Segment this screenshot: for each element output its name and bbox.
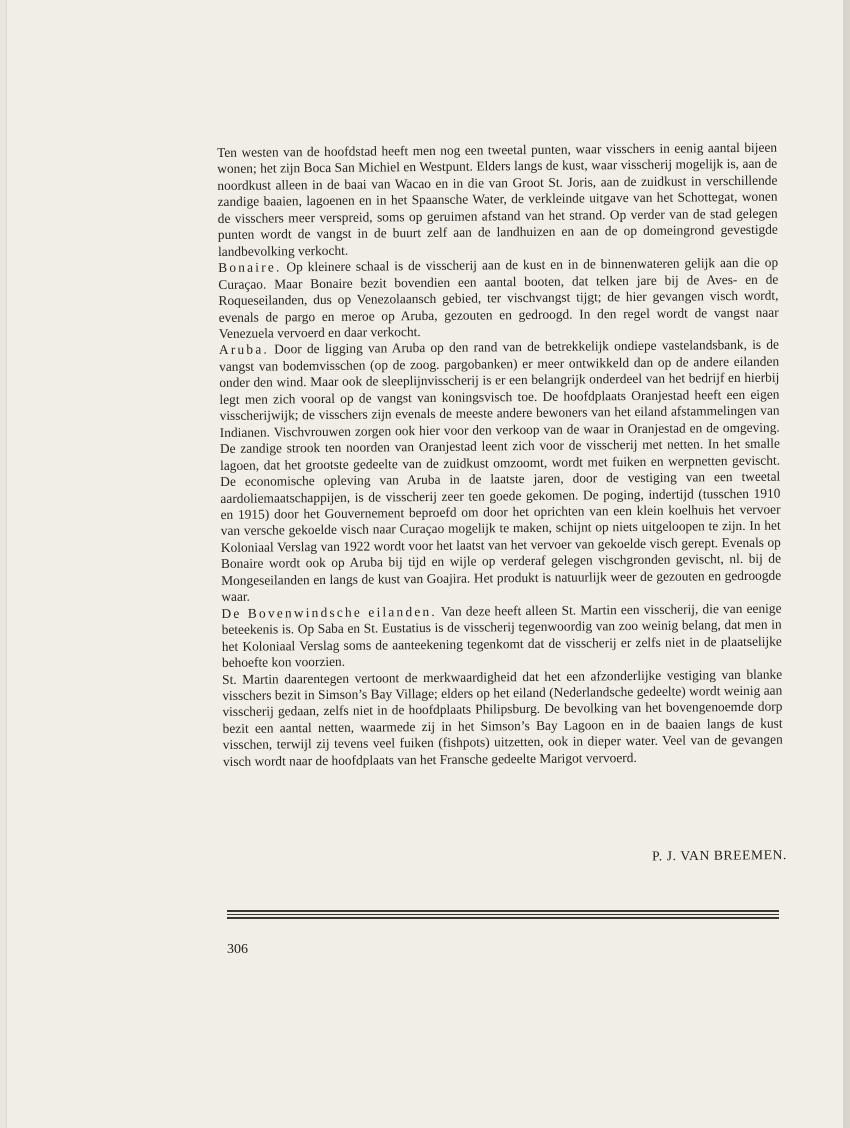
footer-rule [227,914,779,916]
section-heading-bonaire: Bonaire. [218,259,282,276]
paragraph-st-martin [222,666,783,770]
paragraph-bovenwindsche [221,600,782,671]
paragraph-text: St. Martin daarentegen vertoont de merkwaardigheid dat het een afzonderlijke vestiging van blanke visschers bezit in Simson’s Bay Village; elders op het eiland (Nederlandsche gedeelte) wordt weinig aan visscherij gedaan, zelfs niet in de hoofdplaats Philipsburg. De bevolking van het bovengenoemde dorp bezit een aantal netten, waarmede zij in het Simson’s Bay Lagoon en in de baaien langs de kust visschen, terwijl zij tevens veel fuiken (fishpots) uitzetten, ook in dieper water. Veel van de gevangen visch wordt naar de hoofdplaats van het Fransche gedeelte Marigot vervoerd. [222,666,783,769]
section-heading-aruba: Aruba. [218,341,270,358]
footer-rule [227,917,779,919]
paragraph-intro [217,140,778,261]
footer-rule [227,910,779,912]
document-page [7,0,843,1128]
paragraph-bonaire [218,255,779,343]
scan-edge [843,0,850,1128]
article-body [217,140,783,771]
author-signature: P. J. VAN BREEMEN. [651,847,788,864]
section-heading-bovenwindsche: De Bovenwindsche eilanden. [221,603,437,621]
paragraph-text: Op kleinere schaal is de visscherij aan de kust en in de binnenwateren gelijk aan die op Curaçao. Maar Bonaire bezit bovendien een aantal booten, dat telken jare bij de Aves- en de Roqueseilanden, dus op Venezolaansch gebied, ter vischvangst tijgt; de hier gevangen visch wordt, evenals de pargo en meroe op Aruba, gezouten en gedroogd. In den regel wordt de vangst naar Venezuela vervoerd en daar verkocht. [218,254,779,341]
paragraph-text: Door de ligging van Aruba op den rand van de betrekkelijk ondiepe vastelandsbank, is de vangst van bodemvisschen (op de zoog. pargobanken) er meer ontwikkeld dan op de andere eilanden onder den wind. Maar ook de sleeplijnvisscherij is er een belangrijk onderdeel van het bedrijf en hierbij legt men zich vooral op de vangst van koningsvisch toe. De hoofdplaats Oranjestad heeft een eigen visscherijwijk; de visschers zijn evenals de meeste andere bewoners van het eiland afstammelingen van Indianen. Vischvrouwen zorgen ook hier voor den verkoop van de waar in Oranjestad en de omgeving. De zandige strook ten noorden van Oranjestad leent zich voor de visscherij met netten. In het smalle lagoen, dat het grootste gedeelte van de zuidkust omzoomt, wordt met fuiken en werpnetten gevischt. De economische opleving van Aruba in de laatste jaren, door de vestiging van een tweetal aardoliemaatschappijen, is de visscherij zeer ten goede gekomen. De poging, indertijd (tusschen 1910 en 1915) door het Gouvernement beproefd om door het oprichten van een klein koelhuis het vervoer van versche gekoelde visch naar Curaçao mogelijk te maken, schijnt op niets uitgeloopen te zijn. In het Koloniaal Verslag van 1922 wordt voor het laatst van het vervoer van gekoelde visch gerept. Evenals op Bonaire wordt ook op Aruba bij tijd en wijle op verderaf gelegen vischgronden gevischt, nl. bij de Mongeseilanden en langs de kust van Goajira. Het produkt is natuurlijk weer de gezouten en gedroogde waar. [219,337,782,605]
paragraph-text: Ten westen van de hoofdstad heeft men nog een tweetal punten, waar visschers in eenig aantal bijeen wonen; het zijn Boca San Michiel en Westpunt. Elders langs de kust, waar visscherij mogelijk is, aan de noordkust alleen in de baai van Wacao en in die van Groot St. Joris, aan de zuidkust in verschillende zandige baaien, lagoenen en in het Spaansche Water, de verkleinde uitgave van het Schottegat, wonen de visschers meer verspreid, soms op geruimen afstand van het strand. Op verder van de stad gelegen punten wordt de vangst in de buurt zelf aan de landhuizen en aan de op domeingrond gevestigde landbevolking verkocht. [217,139,778,259]
paragraph-text: Van deze heeft alleen St. Martin een visscherij, die van eenige beteekenis is. Op Saba en St. Eustatius is de visscherij tegenwoordig van zoo weinig belang, dat men in het Koloniaal Verslag soms de aanteekening tegenkomt dat de visscherij er zelfs niet in de plaatselijke behoefte kon voorzien. [221,600,782,671]
paragraph-aruba [219,337,782,606]
page-number: 306 [227,942,248,957]
